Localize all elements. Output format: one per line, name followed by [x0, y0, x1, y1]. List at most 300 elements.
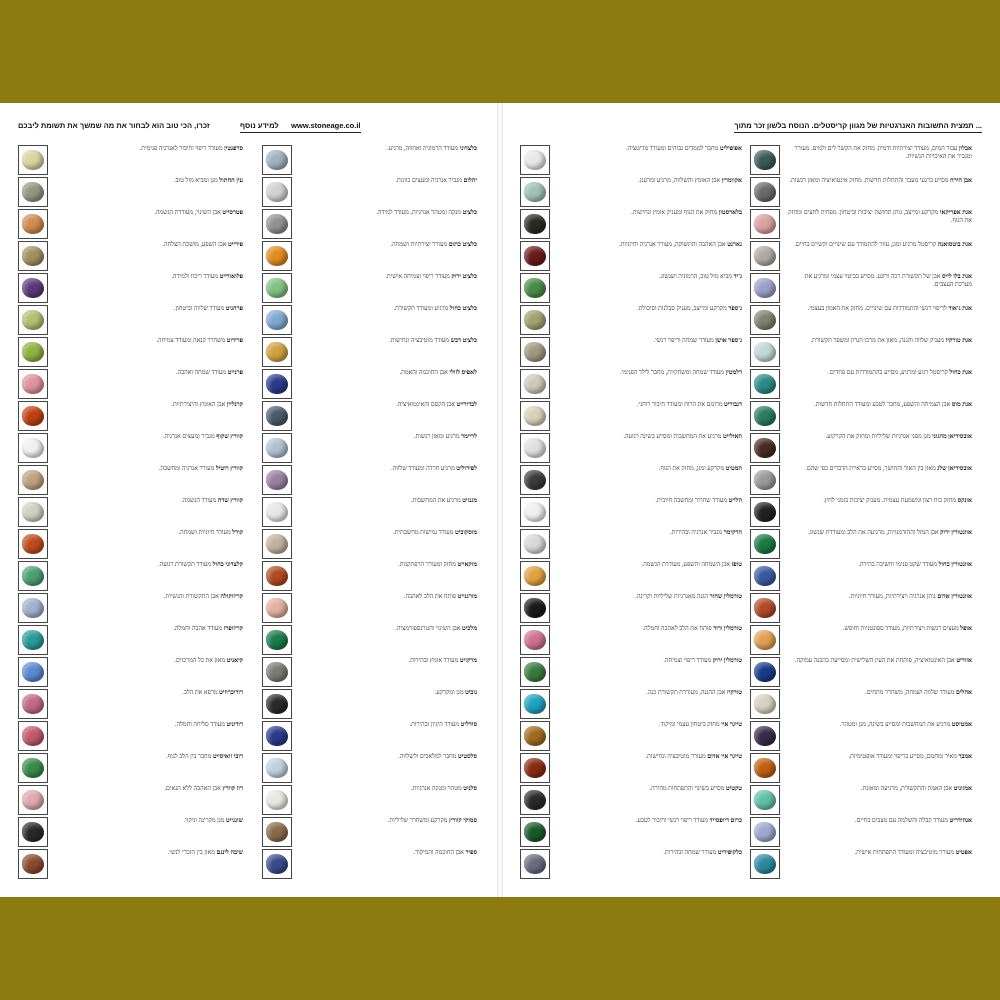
stone-entry: [56, 753, 243, 783]
column-1: [750, 145, 972, 885]
stone-description: נותן אנרגיה ויצירתיות, מעורר חיוניות.: [849, 593, 936, 600]
stone-thumbnail: [262, 689, 292, 719]
stone-image: [22, 534, 44, 554]
stone-entry: [788, 561, 972, 591]
stone-entry: [788, 785, 972, 815]
stone-image: [524, 662, 546, 682]
stone-thumbnail: [18, 689, 48, 719]
stone-image: [754, 822, 776, 842]
stone-thumbnail: [18, 721, 48, 751]
stone-image: [524, 310, 546, 330]
stone-entry: [56, 497, 243, 527]
stone-entry: [558, 497, 742, 527]
stone-description: מקרקע ומגן, מחזק את הגוף.: [658, 465, 725, 472]
stone-image: [524, 150, 546, 170]
stone-thumbnail: [262, 785, 292, 815]
stone-description: מעודד שמחה ומשחקיות, מחבר לילד הפנימי.: [620, 369, 724, 376]
stone-image: [524, 694, 546, 714]
stone-description: אבן האהבה והתשוקה, מעורר אנרגיה וחיוניות.: [619, 241, 726, 248]
stone-image: [754, 598, 776, 618]
stone-entry: [56, 209, 243, 239]
stone-entry: [300, 145, 477, 175]
stone-thumbnail: [262, 849, 292, 879]
stone-thumbnail: [520, 273, 550, 303]
stone-name: קלצדוני כחול: [211, 561, 243, 568]
stone-thumbnail: [520, 337, 550, 367]
stone-entry: [56, 433, 243, 463]
stone-description: מעודד שקט פנימי וחשיבה בהירה.: [858, 561, 938, 568]
stone-name: מוקאייט: [455, 561, 477, 568]
stone-name: אפטיט: [954, 849, 972, 856]
stone-image: [524, 182, 546, 202]
stone-entry: [300, 753, 477, 783]
stone-entry: [558, 401, 742, 431]
stone-entry: [558, 785, 742, 815]
stone-entry: [558, 817, 742, 847]
stone-thumbnail: [750, 465, 780, 495]
stone-image: [754, 630, 776, 650]
stone-name: אגת אפריקאי: [938, 209, 972, 216]
stone-thumbnail: [18, 817, 48, 847]
stone-image: [266, 758, 288, 778]
stone-image: [22, 758, 44, 778]
stone-name: קריזופרז: [222, 625, 243, 632]
stone-entry: [788, 305, 972, 335]
stone-description: מעודד ריפוי וצמיחה אישית.: [385, 273, 450, 280]
stone-name: רודוכרוזיט: [217, 689, 243, 696]
stone-thumbnail: [520, 785, 550, 815]
stone-entry: [300, 625, 477, 655]
stone-description: מחזק את הגוף ומעניק אומץ ונחישות.: [631, 209, 718, 216]
stone-description: מעודד ריכוז ולמידה.: [171, 273, 219, 280]
stone-entry: [300, 689, 477, 719]
stone-thumbnail: [18, 497, 48, 527]
stone-entry: [300, 305, 477, 335]
stone-entry: [56, 817, 243, 847]
stone-description: מאזן בין הזכרי לנשי.: [167, 849, 215, 856]
stone-description: מעורר אנרגיה ומחשבה.: [158, 465, 215, 472]
stone-image: [266, 246, 288, 266]
stone-description: מעודד אומץ ובהירות.: [408, 657, 459, 664]
stone-description: מעורר מוטיבציה ומעודד התפתחות אישית.: [854, 849, 955, 856]
stone-description: אבן ההגנה, מעודדת תקשורת כנה.: [646, 689, 726, 696]
stone-description: קריסטל מרגיע ומגן, עוזר להתמודד עם שינויים וקשיים בחיים.: [794, 241, 937, 248]
stone-image: [266, 438, 288, 458]
stone-description: מטהר ומנקה אנרגיות.: [411, 785, 462, 792]
stone-description: מעורר מוטיבציה ונחישות.: [645, 753, 706, 760]
stone-name: הרקימר: [722, 529, 742, 536]
stone-image: [266, 790, 288, 810]
stone-description: אבן המזל וההזדמנויות, מרגיעה את הלב ומעודדת שגשוג.: [808, 529, 939, 536]
stone-thumbnail: [750, 177, 780, 207]
stone-name: קוורץ רוטיל: [214, 465, 243, 472]
stone-description: אבן האהבה ללא תנאים.: [164, 785, 221, 792]
stone-image: [754, 214, 776, 234]
stone-thumbnail: [520, 625, 550, 655]
stone-entry: [300, 209, 477, 239]
stone-thumbnail: [750, 593, 780, 623]
stone-description: משחרר קנאה ומעודד צמיחה.: [156, 337, 226, 344]
stone-name: טייגר איי: [719, 721, 742, 728]
stone-name: סודליט: [459, 721, 477, 728]
stone-image: [22, 182, 44, 202]
stone-entry: [558, 529, 742, 559]
stone-name: פרנייט: [226, 369, 243, 376]
stone-thumbnail: [520, 465, 550, 495]
stone-entry: [558, 657, 742, 687]
stone-thumbnail: [520, 593, 550, 623]
stone-entry: [788, 273, 972, 303]
stone-entry: [788, 369, 972, 399]
stone-entry: [558, 273, 742, 303]
stone-name: מרקזיט: [458, 657, 477, 664]
stone-description: מרגיע חרדה ומעודד שלווה.: [391, 465, 455, 472]
stone-image: [22, 214, 44, 234]
stone-thumbnail: [262, 145, 292, 175]
stone-thumbnail: [520, 753, 550, 783]
stone-entry: [56, 305, 243, 335]
stone-entry: [300, 785, 477, 815]
stone-thumbnail: [262, 401, 292, 431]
stone-image: [266, 470, 288, 490]
stone-thumbnail: [262, 241, 292, 271]
stone-entry: [788, 177, 972, 207]
stone-image: [22, 342, 44, 362]
stone-name: גארנט: [725, 241, 742, 248]
stone-thumbnail: [262, 465, 292, 495]
stone-thumbnail: [262, 625, 292, 655]
stone-description: פותח את הלב לאהבה וחמלה.: [642, 625, 712, 632]
stone-entry: [788, 849, 972, 879]
stone-description: אבן השינוי והטרנספורמציה.: [395, 625, 461, 632]
stone-thumbnail: [18, 561, 48, 591]
stone-name: סלסטיט: [456, 753, 477, 760]
stone-entry: [558, 561, 742, 591]
stone-description: מעודד שמחה וריפוי רגשי.: [653, 337, 714, 344]
stone-thumbnail: [520, 529, 550, 559]
stone-image: [524, 342, 546, 362]
stone-name: טורמלין ורוד: [711, 625, 742, 632]
stone-entry: [56, 241, 243, 271]
stone-image: [22, 630, 44, 650]
stone-description: אבן האומץ והשלווה, מרגיע ומרענן.: [638, 177, 721, 184]
stone-description: מרגיע את המחשבות ומסייע בשינה, מגן ומטהר.: [839, 721, 951, 728]
stone-image: [266, 598, 288, 618]
stone-entry: [558, 369, 742, 399]
stone-description: מעודד ריפוי וצמיחה.: [663, 657, 712, 664]
stone-thumbnail: [520, 657, 550, 687]
stone-description: מעודד היגיון ובהירות.: [409, 721, 460, 728]
stone-description: מחבר בין הלב לגוף.: [166, 753, 212, 760]
stone-image: [524, 406, 546, 426]
stone-entry: [300, 817, 477, 847]
stone-image: [524, 822, 546, 842]
stone-image: [524, 630, 546, 650]
stone-entry: [788, 529, 972, 559]
stone-entry: [56, 625, 243, 655]
stone-image: [754, 406, 776, 426]
stone-name: מוסקוביט: [453, 529, 477, 536]
stone-thumbnail: [750, 689, 780, 719]
right-page-header: תמצית התשובות האנרגטיות של מגוון קריסטלים. הנוסח בלשון זכר מתוך ...: [734, 121, 982, 133]
stone-description: מעודד ריפוי וחיבור לאנרגיה פנימית.: [139, 145, 223, 152]
stone-description: אבן השינוי, מעודדת הגשמה.: [154, 209, 221, 216]
stone-thumbnail: [262, 753, 292, 783]
stone-description: מרומם את הרוח ומעודד חיבור רוחני.: [636, 401, 723, 408]
stone-image: [266, 566, 288, 586]
stone-description: הגנה מאנרגיות שליליות וקרינה.: [635, 593, 709, 600]
stone-name: אזוריט: [954, 657, 972, 664]
stone-image: [754, 246, 776, 266]
stone-thumbnail: [750, 305, 780, 335]
stone-entry: [788, 689, 972, 719]
stone-description: מעודד שלווה וביטחון.: [174, 305, 225, 312]
stone-entry: [788, 209, 972, 239]
stone-thumbnail: [262, 177, 292, 207]
stone-name: פלואורייט: [218, 273, 243, 280]
stone-description: מגביר אנרגיה ומעצים כוונות.: [395, 177, 462, 184]
stone-image: [524, 854, 546, 874]
stone-description: מעורר יצירתיות ושמחה.: [390, 241, 448, 248]
stone-name: קוורץ שקוף: [214, 433, 243, 440]
stone-thumbnail: [262, 337, 292, 367]
stone-entry: [558, 209, 742, 239]
stone-name: קרנליין: [225, 401, 243, 408]
stone-image: [754, 694, 776, 714]
stone-entry: [56, 273, 243, 303]
stone-image: [22, 854, 44, 874]
stone-image: [524, 598, 546, 618]
right-page: [500, 103, 1000, 897]
stone-entry: [558, 753, 742, 783]
stone-entry: [788, 145, 972, 175]
stone-image: [22, 598, 44, 618]
stone-name: קוורץ שדה: [216, 497, 243, 504]
stone-name: אבן הירח: [948, 177, 972, 184]
stone-image: [22, 246, 44, 266]
stone-name: קורל: [230, 529, 243, 536]
stone-description: אבן הקסם והאינטואיציה.: [396, 401, 455, 408]
stone-thumbnail: [520, 561, 550, 591]
stone-entry: [788, 401, 972, 431]
stone-image: [754, 342, 776, 362]
stone-thumbnail: [750, 817, 780, 847]
stone-description: מעצים רגשות ויצירתיות, מעודד ספונטניות וחופש.: [842, 625, 959, 632]
stone-entry: [300, 273, 477, 303]
stone-image: [754, 182, 776, 202]
stone-description: מגן ומקרקע.: [434, 689, 464, 696]
stone-image: [22, 662, 44, 682]
stone-image: [266, 150, 288, 170]
stone-description: מחזק ומעורר הרפתקנות.: [398, 561, 456, 568]
stone-entry: [788, 657, 972, 687]
stone-entry: [788, 817, 972, 847]
column-3: [262, 145, 477, 885]
stone-image: [22, 502, 44, 522]
stone-name: אחלים: [954, 689, 972, 696]
stone-name: טקטיט: [724, 785, 742, 792]
stone-image: [754, 310, 776, 330]
stone-name: רוז קוורץ: [220, 785, 243, 792]
stone-description: מקרקע ומייצב, מעניק סבלנות וסיבולת.: [637, 305, 727, 312]
stone-image: [754, 726, 776, 746]
stone-name: מלכיט: [460, 625, 477, 632]
stone-thumbnail: [262, 657, 292, 687]
stone-name: אגת בוטסואנה: [936, 241, 972, 248]
stone-thumbnail: [750, 337, 780, 367]
stone-description: מעודד סליחה וחמלה.: [174, 721, 225, 728]
stone-entry: [788, 497, 972, 527]
stone-image: [524, 246, 546, 266]
stone-description: מעודד הרמוניה ואחווה, מרגיע.: [387, 145, 459, 152]
stone-entry: [300, 337, 477, 367]
stone-description: אבן החוכמה והאמת.: [399, 369, 448, 376]
stone-name: קיאניט: [225, 657, 243, 664]
stone-entry: [56, 369, 243, 399]
stone-description: אבן השפע, מושכת הצלחה.: [162, 241, 227, 248]
stone-thumbnail: [262, 369, 292, 399]
stone-name: אגת מוס: [950, 401, 972, 408]
stone-description: מאזן את כל המרכזים.: [174, 657, 226, 664]
stone-description: מביא מזל טוב, הרמוניה ושגשוג.: [659, 273, 733, 280]
stone-description: מאזן בין האור והחושך, מסייע בראיית הדברים כפי שהם.: [805, 465, 936, 472]
stone-entry: [558, 433, 742, 463]
stone-thumbnail: [18, 849, 48, 879]
stone-image: [524, 726, 546, 746]
stone-thumbnail: [750, 241, 780, 271]
stone-image: [754, 790, 776, 810]
stone-name: כלציט דבש: [449, 337, 477, 344]
stone-description: מנקה ומטהר אנרגיות, מעודד למידה.: [376, 209, 461, 216]
stone-description: לריפוי רגשי והתמודדות עם שינויים. מחזק את האמון בעצמי.: [807, 305, 947, 312]
stone-thumbnail: [520, 369, 550, 399]
website-header: [240, 121, 361, 133]
stone-image: [754, 758, 776, 778]
stone-image: [754, 374, 776, 394]
stone-name: טייגר איי אדום: [705, 753, 742, 760]
stone-name: אגת טורקיז: [944, 337, 972, 344]
stone-image: [22, 278, 44, 298]
stone-entry: [300, 721, 477, 751]
stone-description: מעודד הגשמה.: [181, 497, 217, 504]
stone-entry: [56, 657, 243, 687]
stone-description: מעודד גמישות מחשבתית.: [393, 529, 454, 536]
stone-thumbnail: [750, 209, 780, 239]
stone-thumbnail: [262, 273, 292, 303]
stone-image: [524, 278, 546, 298]
stone-name: עין החתול: [217, 177, 243, 184]
stone-entry: [56, 849, 243, 879]
stone-name: כלציט: [460, 209, 477, 216]
stone-name: פירייט: [226, 241, 243, 248]
stone-thumbnail: [750, 497, 780, 527]
stone-name: כלקופיריט: [716, 849, 742, 856]
stone-thumbnail: [520, 241, 550, 271]
stone-image: [266, 342, 288, 362]
stone-description: אבן האינטואיציה, פותחת את העין השלישית ומסייעת בהבנה עמוקה.: [795, 657, 955, 664]
stone-entry: [300, 401, 477, 431]
bottom-border-band: [0, 897, 1000, 1000]
stone-description: מגן מפני אנרגיות שליליות ומחזק את הקרקוע.: [825, 433, 931, 440]
stone-entry: [788, 593, 972, 623]
stone-image: [22, 310, 44, 330]
stone-description: אבן של תקשורת רכה ורוגע. מסייע בביטוי עצמי ומרגיע את מערכת העצבים.: [804, 273, 972, 289]
stone-image: [22, 790, 44, 810]
stone-thumbnail: [520, 689, 550, 719]
stone-name: כלציט כחול: [448, 305, 477, 312]
stone-name: שיבה לינגם: [214, 849, 243, 856]
stone-thumbnail: [18, 529, 48, 559]
stone-description: אבן התקשורת והנשיות.: [163, 593, 219, 600]
stone-name: מגנזיט: [460, 497, 477, 504]
stone-description: מסייע ברגעי מעבר והתחלות חדשות. מחזק אינטואיציה ומאזן רגשות.: [789, 177, 949, 184]
stone-image: [754, 662, 776, 682]
stone-description: אבן האמת והתקשורת, מרגיעה ומאזנת.: [860, 785, 953, 792]
stone-thumbnail: [262, 433, 292, 463]
stone-image: [524, 470, 546, 490]
stone-thumbnail: [18, 657, 48, 687]
stone-description: מרפא את הלב.: [182, 689, 218, 696]
stone-name: דלמטין: [723, 369, 742, 376]
stone-name: רודוניט: [224, 721, 243, 728]
stone-description: מגביר ומעצים אנרגיה.: [163, 433, 215, 440]
stone-description: מגביר אנרגיה ובהירות.: [670, 529, 723, 536]
stone-thumbnail: [262, 209, 292, 239]
stone-description: מגן מקרינה וניקוי.: [183, 817, 225, 824]
stone-description: מרגיע את המחשבות.: [411, 497, 461, 504]
stone-name: לריימר: [459, 433, 477, 440]
stone-image: [266, 214, 288, 234]
stone-name: אקוומרין: [720, 177, 742, 184]
left-page-header: זכרו, הכי טוב הוא לבחור את מה שמשך את תשומת ליבכם: [18, 121, 210, 130]
stone-entry: [300, 849, 477, 879]
stone-entry: [558, 593, 742, 623]
stone-entry: [300, 497, 477, 527]
stone-entry: [558, 241, 742, 271]
stone-description: מעודד שמחה ואהבה.: [176, 369, 227, 376]
stone-name: אובסידיאן מהגוני: [930, 433, 972, 440]
stone-thumbnail: [18, 369, 48, 399]
stone-name: אוונטורין ירוק: [938, 529, 972, 536]
stone-thumbnail: [520, 721, 550, 751]
stone-entry: [788, 241, 972, 271]
column-4: [18, 145, 243, 885]
stone-entry: [788, 625, 972, 655]
stone-name: אופל: [958, 625, 972, 632]
stone-description: מקרקע ומייצב, נותן תחושת יציבות וביטחון. מפחית לחצים ומחזק את הגוף.: [788, 209, 972, 225]
stone-name: אוונטורין כחול: [937, 561, 972, 568]
stone-thumbnail: [18, 305, 48, 335]
stone-thumbnail: [262, 593, 292, 623]
stone-name: אוונטורין אדום: [935, 593, 972, 600]
stone-image: [754, 470, 776, 490]
stone-thumbnail: [750, 433, 780, 463]
stone-image: [754, 502, 776, 522]
stone-thumbnail: [18, 209, 48, 239]
stone-thumbnail: [18, 337, 48, 367]
stone-entry: [300, 241, 477, 271]
stone-thumbnail: [262, 721, 292, 751]
stone-description: עבור המים, מעודד יצירתיות ודמיון. מחזק את הקשר לים ולמים. מעורר ומגביר את האיכויות הנשיות.: [794, 145, 972, 161]
stone-entry: [56, 177, 243, 207]
stone-name: סמוקי קוורץ: [447, 817, 477, 824]
stone-name: ספיר: [463, 849, 477, 856]
stone-thumbnail: [262, 529, 292, 559]
stone-thumbnail: [18, 785, 48, 815]
stone-description: מגן ומביא מזל טוב.: [174, 177, 218, 184]
stone-entry: [558, 689, 742, 719]
stone-name: כלציט כתום: [447, 241, 477, 248]
